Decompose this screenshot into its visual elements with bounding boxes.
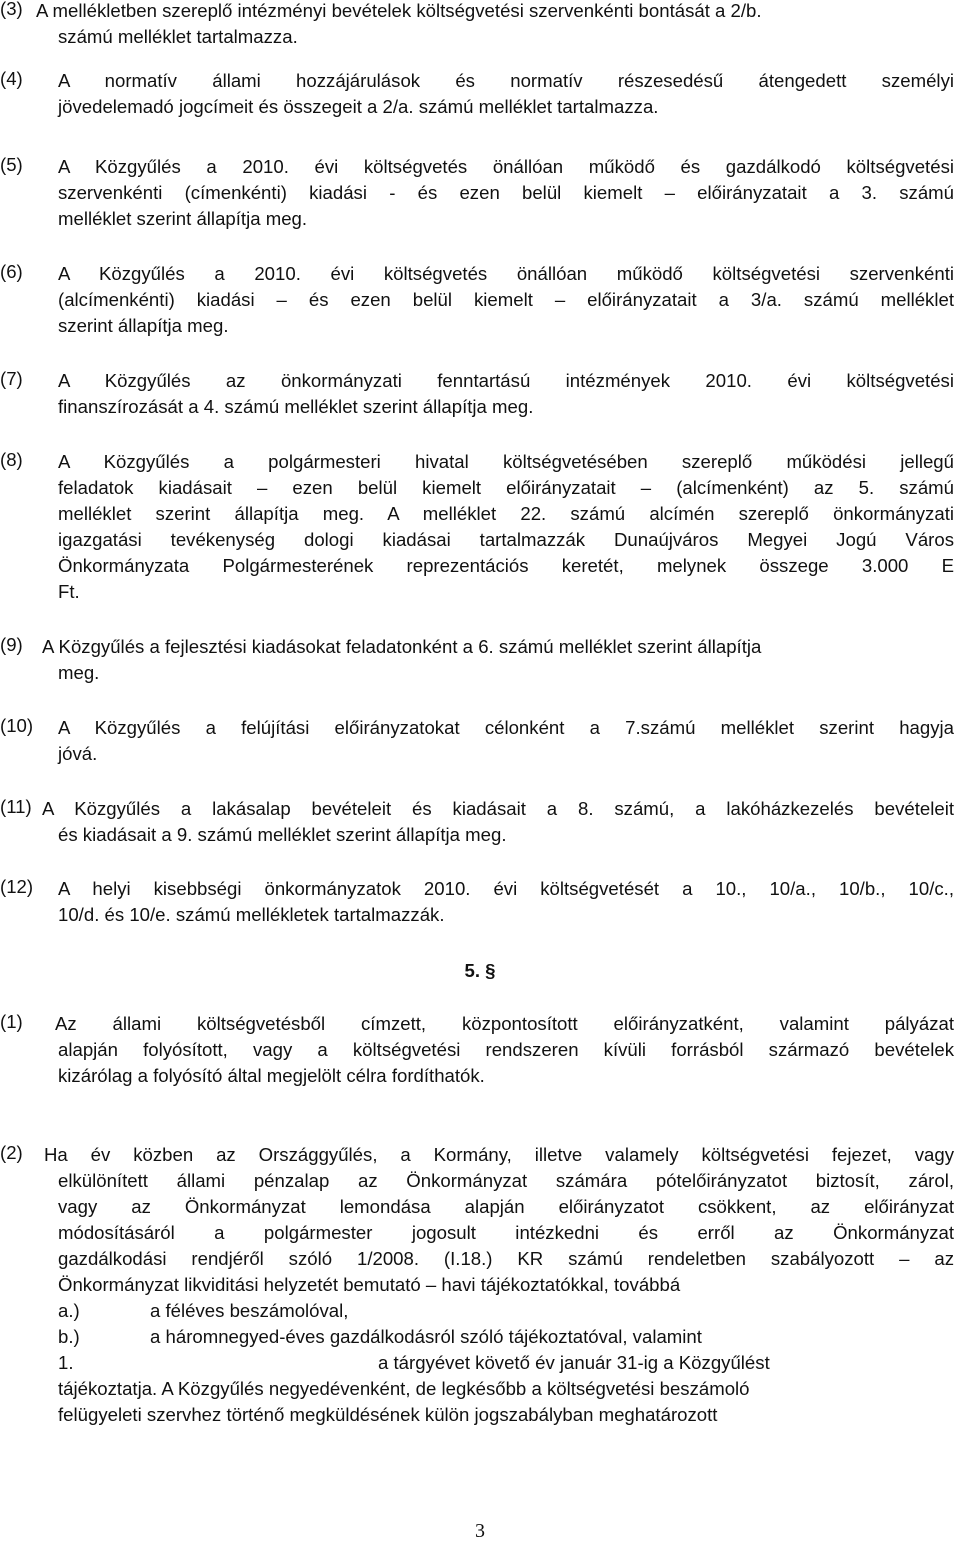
paragraph-line: A normatív állami hozzájárulások és normatív részesedésű átengedett személyi — [58, 70, 954, 91]
paragraph-number: (6) — [0, 261, 23, 282]
paragraph-line: A Közgyűlés a fejlesztési kiadásokat feladatonként a 6. számú melléklet szerint állapítja — [42, 636, 762, 657]
list-item-text: a féléves beszámolóval, — [150, 1300, 349, 1321]
paragraph-line: igazgatási tevékenység dologi kiadásai tartalmazzák Dunaújváros Megyei Jogú Város — [58, 529, 954, 550]
paragraph-line: Önkormányzata Polgármesterének reprezentációs keretét, melynek összege 3.000 E — [58, 555, 954, 576]
paragraph-number: (9) — [0, 634, 23, 655]
paragraph-number: (11) — [0, 796, 32, 817]
paragraph-line: melléklet szerint állapítja meg. A melléklet 22. számú alcímén szereplő önkormányzati — [58, 503, 954, 524]
paragraph-line: vagy az Önkormányzat lemondása alapján előirányzatot csökkent, az előirányzat — [58, 1196, 954, 1217]
paragraph-line: A Közgyűlés az önkormányzati fenntartású intézmények 2010. évi költségvetési — [58, 370, 954, 391]
page-number: 3 — [475, 1520, 485, 1542]
paragraph-number: (8) — [0, 449, 23, 470]
paragraph-line: meg. — [58, 662, 100, 683]
paragraph-line: szerint állapítja meg. — [58, 315, 229, 336]
paragraph-line: gazdálkodási rendjéről szóló 1/2008. (I.18.) KR számú rendeletben szabályozott – az — [58, 1248, 954, 1269]
paragraph-number: (4) — [0, 68, 23, 89]
paragraph-line: kizárólag a folyósító által megjelölt célra fordíthatók. — [58, 1065, 485, 1086]
paragraph-line: jóvá. — [58, 743, 98, 764]
paragraph-number: (3) — [0, 0, 23, 19]
paragraph-line: A Közgyűlés a polgármesteri hivatal költségvetésében szereplő működési jellegű — [58, 451, 954, 472]
paragraph-line: A Közgyűlés a 2010. évi költségvetés önállóan működő költségvetési szervenkénti — [58, 263, 954, 284]
paragraph-line: (alcímenkénti) kiadási – és ezen belül kiemelt – előirányzatait a 3/a. számú melléklet — [58, 289, 954, 310]
paragraph-line: finanszírozását a 4. számú melléklet szerint állapítja meg. — [58, 396, 534, 417]
paragraph-line: Önkormányzat likviditási helyzetét bemutató – havi tájékoztatókkal, továbbá — [58, 1274, 681, 1295]
list-item-text: a háromnegyed-éves gazdálkodásról szóló tájékoztatóval, valamint — [150, 1326, 702, 1347]
paragraph-number: (12) — [0, 876, 34, 897]
paragraph-line: Az állami költségvetésből címzett, központosított előirányzatként, valamint pályázat — [55, 1013, 954, 1034]
paragraph-line: A mellékletben szereplő intézményi bevételek költségvetési szervenkénti bontását a 2/b. — [36, 0, 762, 21]
paragraph-line: felügyeleti szervhez történő megküldésének külön jogszabályban meghatározott — [58, 1404, 718, 1425]
list-item-marker: b.) — [58, 1326, 80, 1347]
paragraph-number: (7) — [0, 368, 23, 389]
list-item-marker: a.) — [58, 1300, 80, 1321]
list-item-text: a tárgyévet követő év január 31-ig a Közgyűlést — [378, 1352, 770, 1373]
list-item-marker: 1. — [58, 1352, 74, 1373]
paragraph-line: Ft. — [58, 581, 80, 602]
paragraph-line: jövedelemadó jogcímeit és összegeit a 2/a. számú melléklet tartalmazza. — [58, 96, 659, 117]
paragraph-number: (2) — [0, 1142, 23, 1163]
paragraph-line: 10/d. és 10/e. számú mellékletek tartalmazzák. — [58, 904, 445, 925]
paragraph-line: számú melléklet tartalmazza. — [58, 26, 298, 47]
paragraph-line: elkülönített állami pénzalap az Önkormányzat számára pótelőirányzatot biztosít, zárol, — [58, 1170, 954, 1191]
section-heading: 5. § — [464, 960, 496, 981]
paragraph-line: és kiadásait a 9. számú melléklet szerint állapítja meg. — [58, 824, 507, 845]
paragraph-line: A helyi kisebbségi önkormányzatok 2010. évi költségvetését a 10., 10/a., 10/b., 10/c., — [58, 878, 954, 899]
paragraph-line: A Közgyűlés a felújítási előirányzatokat célonként a 7.számú melléklet szerint hagyja — [58, 717, 954, 738]
paragraph-line: melléklet szerint állapítja meg. — [58, 208, 308, 229]
paragraph-line: feladatok kiadásait – ezen belül kiemelt előirányzatait – (alcímenként) az 5. számú — [58, 477, 954, 498]
paragraph-line: alapján folyósított, vagy a költségvetési rendszeren kívüli forrásból származó bevételek — [58, 1039, 954, 1060]
paragraph-number: (1) — [0, 1011, 23, 1032]
paragraph-line: tájékoztatja. A Közgyűlés negyedévenként, de legkésőbb a költségvetési beszámoló — [58, 1378, 750, 1399]
paragraph-line: módosításáról a polgármester jogosult intézkedni és erről az Önkormányzat — [58, 1222, 954, 1243]
paragraph-line: A Közgyűlés a 2010. évi költségvetés önállóan működő és gazdálkodó költségvetési — [58, 156, 954, 177]
paragraph-line: szervenkénti (címenkénti) kiadási - és ezen belül kiemelt – előirányzatait a 3. számú — [58, 182, 954, 203]
paragraph-number: (5) — [0, 154, 23, 175]
paragraph-line: A Közgyűlés a lakásalap bevételeit és kiadásait a 8. számú, a lakóházkezelés bevételeit — [42, 798, 954, 819]
paragraph-number: (10) — [0, 715, 34, 736]
paragraph-line: Ha év közben az Országgyűlés, a Kormány, illetve valamely költségvetési fejezet, vagy — [44, 1144, 954, 1165]
